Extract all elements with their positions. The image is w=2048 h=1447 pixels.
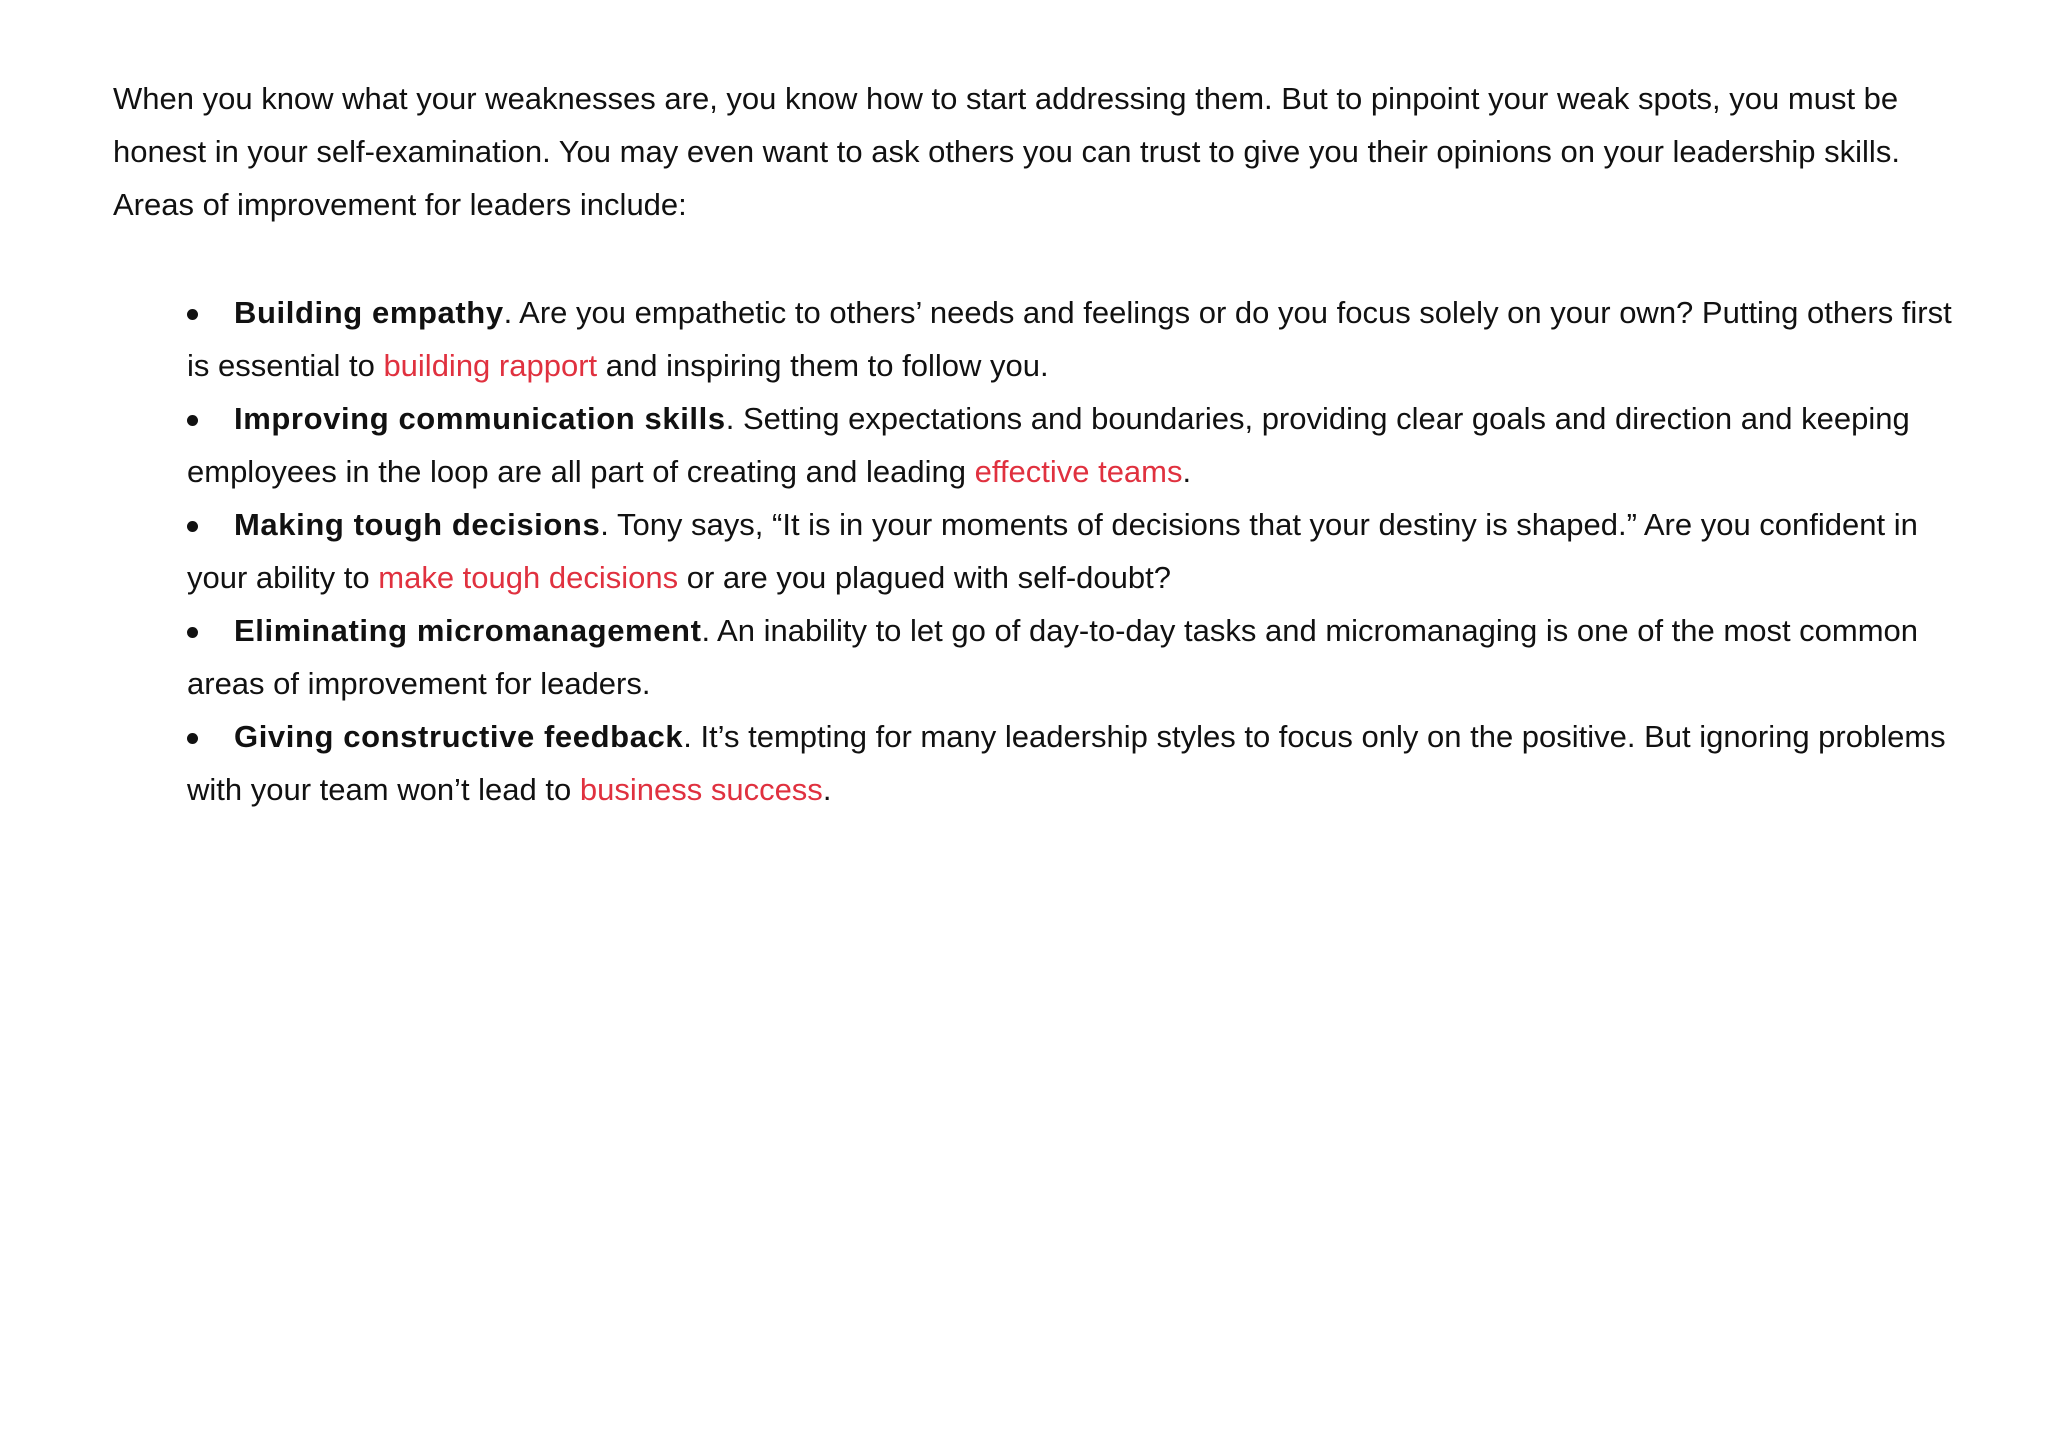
list-item-title: Giving constructive feedback [234,719,684,754]
list-item-body: . Are you empathetic to others’ needs and feelings or do you focus solely on your own? Putting others first is essential to [187,295,1952,383]
list-item-body: . It’s tempting for many leadership styles to focus only on the positive. But ignoring problems with your team won’t lead to [187,719,1946,807]
list-item [187,498,1963,604]
building-rapport-link[interactable]: building rapport [383,348,598,383]
list-item-text [187,604,1963,710]
list-item-body-end: . [1182,454,1192,489]
list-item-body: . Tony says, “It is in your moments of decisions that your destiny is shaped.” Are you confident in your ability to [187,507,1918,595]
list-item-text [187,286,1963,392]
bullet-icon [187,309,198,320]
list-item [187,710,1963,816]
list-item [187,286,1963,392]
list-item-body: . An inability to let go of day-to-day tasks and micromanaging is one of the most common areas of improvement for leaders. [187,613,1919,701]
list-item-body: . Setting expectations and boundaries, providing clear goals and direction and keeping employees in the loop are all part of creating and leading [187,401,1910,489]
list-item-text [187,392,1963,498]
list-item-text [187,710,1963,816]
bullet-icon [187,627,198,638]
list-item [187,604,1963,710]
effective-teams-link[interactable]: effective teams [974,454,1183,489]
list-item-text [187,498,1963,604]
bullet-icon [187,521,198,532]
make-tough-decisions-link[interactable]: make tough decisions [378,560,679,595]
list-item-body-end: and inspiring them to follow you. [597,348,1049,383]
list-item-title: Improving communication skills [234,401,726,436]
business-success-link[interactable]: business success [579,772,823,807]
list-item-title: Building empathy [234,295,504,330]
bullet-icon [187,733,198,744]
list-item [187,392,1963,498]
bullet-icon [187,415,198,426]
list-item-body-end: or are you plagued with self-doubt? [678,560,1171,595]
improvement-areas-list [113,286,1963,816]
list-item-body-end: . [822,772,832,807]
intro-paragraph: When you know what your weaknesses are, you know how to start addressing them. But to pinpoint your weak spots, you must be honest in your self-examination. You may even want to ask others you can trust to give you their opinions on your leadership skills. Areas of improvement for leaders include: [113,81,1900,222]
document-page [113,72,1963,816]
list-item-title: Eliminating micromanagement [234,613,702,648]
list-item-title: Making tough decisions [234,507,601,542]
